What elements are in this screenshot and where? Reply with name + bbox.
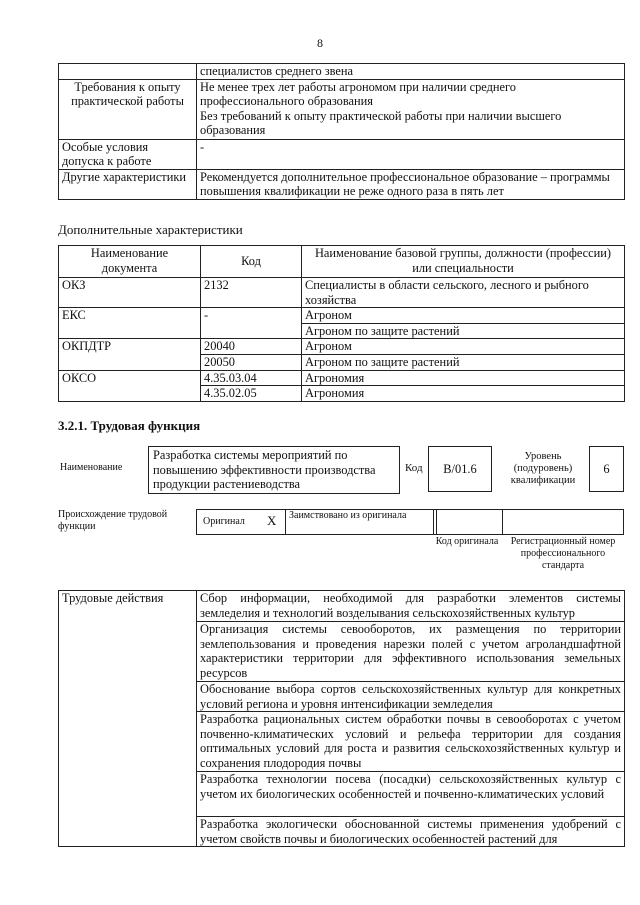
special-conditions-label: Особые условия допуска к работе	[59, 139, 197, 169]
other-characteristics-value: Рекомендуется дополнительное профессиональное образование – программы повышения квалификации не реже одного раза в пять лет	[197, 169, 625, 199]
code-label: Код	[405, 462, 423, 474]
level-value-box: 6	[589, 446, 624, 492]
other-characteristics-label: Другие характеристики	[59, 169, 197, 199]
table-cell: специалистов среднего звена	[197, 64, 625, 80]
table-cell: Специалисты в области сельского, лесного и рыбного хозяйства	[302, 278, 625, 308]
level-label: Уровень (подуровень) квалификации	[510, 451, 576, 486]
labor-action-item: Разработка рациональных систем обработки почвы в севооборотах с учетом почвенно-климатических условий и рельефа территории для создания оптимальных условий для роста и развития сельскохозяйственных культур и сохранения плодородия почвы	[197, 712, 625, 772]
reg-number-caption: Регистрационный номер профессионального стандарта	[510, 536, 616, 571]
labor-action-item: Обоснование выбора сортов сельскохозяйственных культур для конкретных условий региона и уровня интенсификации земледелия	[197, 682, 625, 712]
table-cell: Агрономия	[302, 370, 625, 386]
original-label: Оригинал	[203, 516, 245, 527]
code-original-box	[433, 509, 503, 535]
table-cell: Агрономия	[302, 386, 625, 402]
labor-actions-label: Трудовые действия	[59, 591, 197, 847]
table-row	[59, 370, 625, 386]
table-cell: -	[201, 308, 302, 339]
original-box	[196, 509, 286, 535]
table-cell: Агроном по защите растений	[302, 354, 625, 370]
additional-characteristics-heading: Дополнительные характеристики	[58, 222, 243, 237]
table-cell: 4.35.03.04	[201, 370, 302, 386]
column-header: Наименование документа	[59, 246, 201, 278]
table-cell: 2132	[201, 278, 302, 308]
table-row	[59, 169, 625, 199]
section-title: 3.2.1. Трудовая функция	[58, 418, 201, 433]
table-row	[59, 79, 625, 139]
additional-characteristics-table	[58, 245, 625, 402]
table-row	[59, 64, 625, 80]
experience-label: Требования к опыту практической работы	[59, 79, 197, 139]
table-cell: 20040	[201, 339, 302, 355]
borrowed-box: Заимствовано из оригинала	[285, 509, 437, 535]
name-label: Наименование	[60, 462, 123, 473]
experience-value	[197, 79, 625, 139]
general-requirements-table	[58, 63, 625, 200]
experience-text-1: Не менее трех лет работы агрономом при наличии среднего профессионального образования	[200, 79, 517, 109]
original-mark: Х	[267, 513, 277, 528]
table-header-row	[59, 246, 625, 278]
function-code-box: В/01.6	[428, 446, 492, 492]
table-row	[59, 591, 625, 622]
labor-action-item: Организация системы севооборотов, их размещения по территории землепользования и проведения нарезки полей с учетом агроландшафтной характеристики территории для эффективного использования земельных ресурсов	[197, 622, 625, 682]
table-cell: ОКПДТР	[59, 339, 201, 370]
reg-number-box	[502, 509, 624, 535]
experience-text-2: Без требований к опыту практической работы при наличии высшего образования	[200, 108, 562, 138]
labor-action-item: Разработка экологически обоснованной системы применения удобрений с учетом свойств почвы и биологических особенностей растений для	[197, 817, 625, 847]
table-cell: ОКСО	[59, 370, 201, 401]
labor-action-item: Разработка технологии посева (посадки) сельскохозяйственных культур с учетом их биологических особенностей и почвенно-климатических условий	[197, 772, 625, 817]
column-header: Наименование базовой группы, должности (профессии) или специальности	[302, 246, 625, 278]
column-header: Код	[201, 246, 302, 278]
table-cell: Агроном	[302, 308, 625, 324]
special-conditions-value: -	[197, 139, 625, 169]
table-cell: Агроном по защите растений	[302, 323, 625, 339]
table-row	[59, 278, 625, 308]
table-cell: 4.35.02.05	[201, 386, 302, 402]
table-cell: 20050	[201, 354, 302, 370]
table-row	[59, 308, 625, 324]
table-row	[59, 339, 625, 355]
table-cell	[59, 64, 197, 80]
table-cell: ОКЗ	[59, 278, 201, 308]
labor-action-item: Сбор информации, необходимой для разработки элементов системы земледелия и технологий возделывания сельскохозяйственных культур	[197, 591, 625, 622]
table-cell: Агроном	[302, 339, 625, 355]
labor-actions-table	[58, 590, 625, 847]
table-cell: ЕКС	[59, 308, 201, 339]
code-original-caption: Код оригинала	[435, 536, 499, 547]
table-row	[59, 139, 625, 169]
page-number: 8	[317, 36, 323, 50]
function-name-box: Разработка системы мероприятий по повышению эффективности производства продукции растениеводства	[148, 446, 400, 494]
origin-label: Происхождение трудовой функции	[58, 509, 168, 532]
